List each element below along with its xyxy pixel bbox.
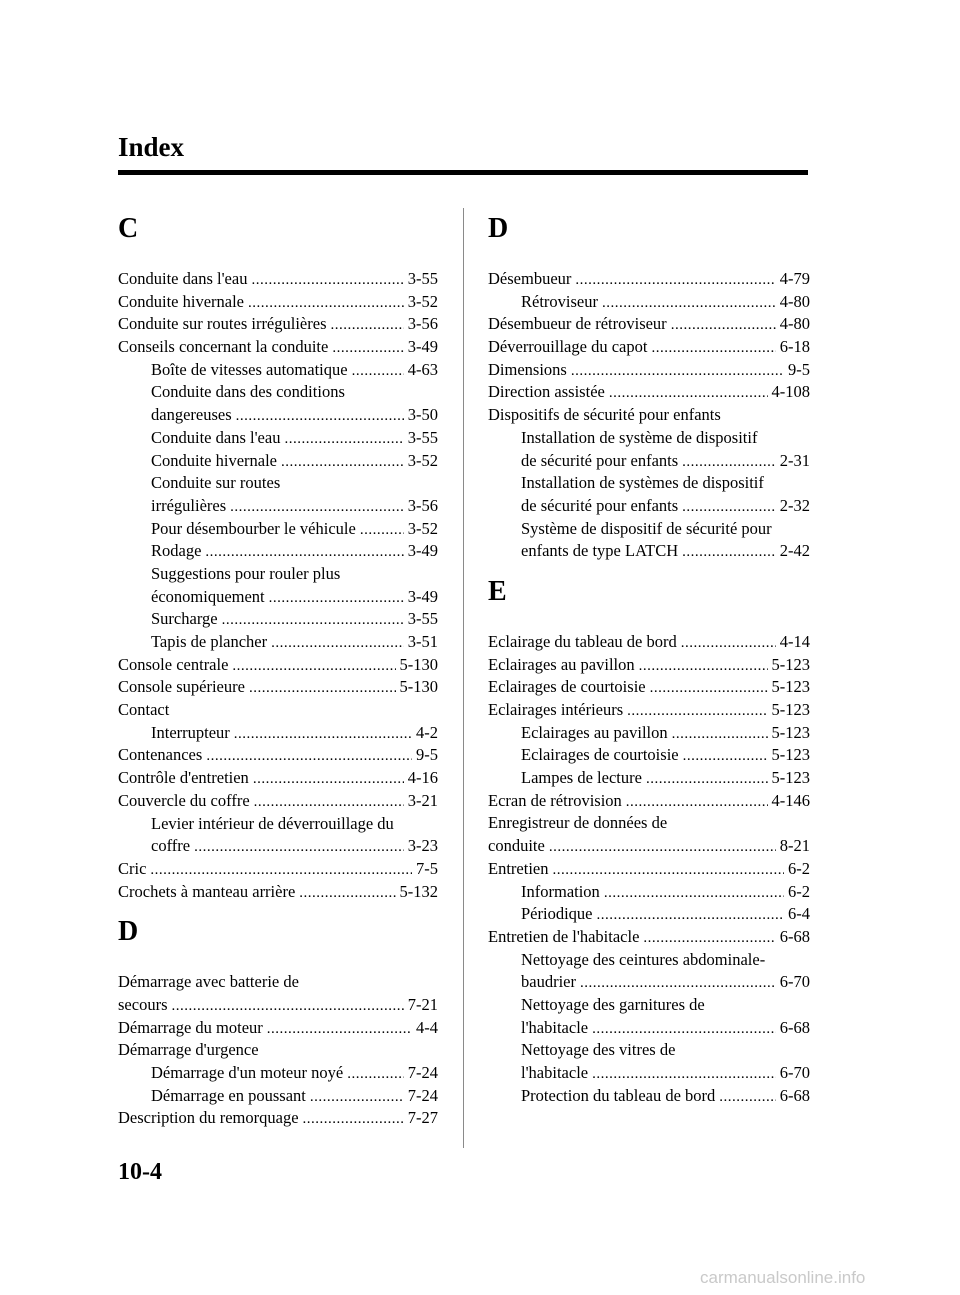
entry-page-ref: 6-70 bbox=[779, 1063, 810, 1082]
dot-leader bbox=[332, 337, 403, 359]
entry-page-ref: 2-31 bbox=[779, 450, 810, 470]
index-entry bbox=[488, 381, 810, 404]
entry-text: Couvercle du coffre bbox=[118, 790, 250, 810]
index-entry bbox=[118, 676, 438, 699]
dot-leader bbox=[682, 541, 776, 563]
dot-leader bbox=[609, 382, 768, 404]
index-entry bbox=[488, 654, 810, 677]
index-subentry bbox=[488, 291, 810, 314]
entry-page-ref: 4-79 bbox=[779, 269, 810, 288]
entry-page-ref: 5-123 bbox=[771, 677, 810, 697]
entry-text: conduite bbox=[488, 836, 545, 856]
index-entry bbox=[118, 336, 438, 359]
index-subentry bbox=[118, 586, 438, 609]
entry-page-ref: 6-68 bbox=[779, 1017, 810, 1037]
dot-leader bbox=[281, 451, 404, 473]
entry-page-ref: 6-2 bbox=[788, 881, 810, 901]
entry-page-ref: 3-52 bbox=[407, 518, 438, 538]
dot-leader bbox=[254, 791, 404, 813]
index-subentry bbox=[118, 540, 438, 563]
entry-text: Désembueur bbox=[488, 269, 572, 288]
dot-leader bbox=[597, 904, 785, 926]
entry-text: Ecran de rétrovision bbox=[488, 790, 622, 810]
dot-leader bbox=[253, 768, 404, 790]
index-entry bbox=[118, 744, 438, 767]
entry-page-ref: 3-52 bbox=[407, 450, 438, 470]
entry-text: Entretien bbox=[488, 858, 549, 878]
dot-leader bbox=[234, 723, 412, 745]
index-section bbox=[118, 212, 438, 903]
index-entry bbox=[118, 767, 438, 790]
entry-text: Conduite dans l'eau bbox=[118, 269, 248, 288]
index-entries bbox=[488, 268, 810, 563]
index-entry bbox=[488, 336, 810, 359]
dot-leader bbox=[347, 1063, 404, 1085]
index-subentry bbox=[118, 472, 438, 495]
section-letter: C bbox=[118, 213, 139, 244]
entry-text: Démarrage en poussant bbox=[151, 1085, 306, 1105]
entry-text: Crochets à manteau arrière bbox=[118, 881, 296, 901]
entry-page-ref: 7-21 bbox=[407, 994, 438, 1014]
entry-page-ref: 3-55 bbox=[407, 609, 438, 629]
entry-text: Cric bbox=[118, 858, 147, 878]
index-subentry bbox=[488, 722, 810, 745]
entry-text: Eclairage du tableau de bord bbox=[488, 631, 677, 651]
index-section bbox=[118, 915, 438, 1130]
index-entry bbox=[118, 790, 438, 813]
entry-text: Console centrale bbox=[118, 654, 229, 674]
entry-text: Suggestions pour rouler plus bbox=[151, 563, 341, 583]
index-subentry bbox=[118, 381, 438, 404]
entry-text: Dimensions bbox=[488, 359, 567, 379]
dot-leader bbox=[222, 609, 404, 631]
entry-page-ref: 6-70 bbox=[779, 972, 810, 992]
index-subentry bbox=[118, 495, 438, 518]
entry-page-ref: 8-21 bbox=[779, 836, 810, 856]
index-entry bbox=[118, 699, 438, 722]
entry-text: Conduite dans l'eau bbox=[151, 427, 281, 447]
dot-leader bbox=[719, 1086, 775, 1108]
index-subentry bbox=[118, 404, 438, 427]
entry-page-ref: 4-16 bbox=[407, 768, 438, 788]
entry-text: baudrier bbox=[521, 972, 576, 992]
entry-text: Démarrage du moteur bbox=[118, 1017, 263, 1037]
entry-page-ref: 4-14 bbox=[779, 631, 810, 651]
entry-page-ref: 9-5 bbox=[788, 359, 810, 379]
entry-text: Système de dispositif de sécurité pour bbox=[521, 518, 772, 538]
dot-leader bbox=[331, 314, 404, 336]
entry-text: Surcharge bbox=[151, 609, 218, 629]
entry-page-ref: 7-24 bbox=[407, 1085, 438, 1105]
index-subentry bbox=[118, 835, 438, 858]
index-entry bbox=[118, 858, 438, 881]
entry-text: Entretien de l'habitacle bbox=[488, 926, 640, 946]
entry-text: Eclairages de courtoisie bbox=[521, 745, 679, 765]
entry-page-ref: 6-18 bbox=[779, 337, 810, 357]
dot-leader bbox=[639, 655, 768, 677]
entry-page-ref: 3-52 bbox=[407, 291, 438, 311]
dot-leader bbox=[646, 768, 768, 790]
dot-leader bbox=[271, 632, 404, 654]
dot-leader bbox=[627, 700, 767, 722]
entry-text: Console supérieure bbox=[118, 677, 245, 697]
index-entry bbox=[488, 699, 810, 722]
entry-page-ref: 4-108 bbox=[771, 382, 810, 402]
entry-text: Installation de systèmes de dispositif bbox=[521, 473, 764, 493]
entry-page-ref: 3-55 bbox=[407, 427, 438, 447]
index-subentry bbox=[118, 631, 438, 654]
section-letter: D bbox=[118, 916, 139, 948]
index-subentry bbox=[118, 1085, 438, 1108]
dot-leader bbox=[682, 451, 776, 473]
entry-text: Conduite dans des conditions bbox=[151, 382, 345, 402]
entry-page-ref: 5-123 bbox=[771, 654, 810, 674]
entry-text: l'habitacle bbox=[521, 1063, 589, 1082]
entry-text: Contenances bbox=[118, 745, 203, 765]
entry-page-ref: 5-123 bbox=[771, 768, 810, 788]
index-subentry bbox=[488, 903, 810, 926]
entry-page-ref: 3-56 bbox=[407, 314, 438, 334]
entry-page-ref: 3-50 bbox=[407, 405, 438, 425]
entry-page-ref: 4-63 bbox=[407, 359, 438, 379]
entry-page-ref: 3-51 bbox=[407, 632, 438, 651]
dot-leader bbox=[580, 972, 776, 994]
entry-text: Levier intérieur de déverrouillage du bbox=[151, 813, 394, 833]
entry-text: Eclairages de courtoisie bbox=[488, 677, 646, 697]
entry-text: Nettoyage des vitres de bbox=[521, 1040, 676, 1060]
watermark-text: carmanualsonline.info bbox=[700, 1268, 866, 1287]
dot-leader bbox=[232, 655, 395, 677]
entry-page-ref: 3-23 bbox=[407, 836, 438, 856]
index-subentry bbox=[488, 1062, 810, 1085]
entry-page-ref: 5-123 bbox=[771, 700, 810, 719]
entry-page-ref: 5-130 bbox=[399, 677, 438, 697]
entry-page-ref: 6-4 bbox=[788, 904, 810, 924]
entry-text: Conduite hivernale bbox=[151, 450, 278, 470]
entry-page-ref: 9-5 bbox=[416, 745, 438, 765]
dot-leader bbox=[671, 314, 776, 336]
entry-page-ref: 3-21 bbox=[407, 790, 438, 810]
dot-leader bbox=[269, 587, 404, 609]
entry-page-ref: 4-80 bbox=[779, 314, 810, 334]
dot-leader bbox=[602, 292, 776, 314]
entry-text: Nettoyage des ceintures abdominale- bbox=[521, 949, 766, 969]
entry-text: Pour désembourber le véhicule bbox=[151, 518, 356, 538]
entry-page-ref: 3-56 bbox=[407, 495, 438, 515]
entry-page-ref: 6-68 bbox=[779, 1085, 810, 1105]
index-section bbox=[488, 575, 810, 1107]
index-subentry bbox=[488, 518, 810, 541]
index-subentry bbox=[488, 767, 810, 790]
entry-text: Nettoyage des garnitures de bbox=[521, 994, 705, 1014]
entry-text: de sécurité pour enfants bbox=[521, 450, 679, 470]
header-rule bbox=[118, 170, 808, 175]
index-column-right bbox=[488, 200, 810, 1107]
entry-page-ref: 2-42 bbox=[779, 541, 810, 561]
dot-leader bbox=[592, 1063, 776, 1085]
entry-page-ref: 2-32 bbox=[779, 495, 810, 515]
index-subentry bbox=[488, 881, 810, 904]
index-subentry bbox=[488, 1017, 810, 1040]
entry-page-ref: 4-146 bbox=[771, 790, 810, 810]
index-subentry bbox=[488, 495, 810, 518]
dot-leader bbox=[194, 836, 404, 858]
section-letter: E bbox=[488, 575, 507, 607]
index-subentry bbox=[488, 744, 810, 767]
entry-page-ref: 5-130 bbox=[399, 654, 438, 674]
dot-leader bbox=[575, 269, 775, 291]
index-entry bbox=[488, 676, 810, 699]
dot-leader bbox=[267, 1018, 412, 1040]
index-subentry bbox=[118, 427, 438, 450]
entry-page-ref: 7-24 bbox=[407, 1063, 438, 1082]
dot-leader bbox=[683, 745, 768, 767]
index-entry bbox=[488, 631, 810, 654]
entry-text: Rodage bbox=[151, 541, 202, 561]
index-subentry bbox=[488, 450, 810, 473]
entry-text: Direction assistée bbox=[488, 382, 605, 402]
index-entry bbox=[118, 971, 438, 994]
entry-text: Déverrouillage du capot bbox=[488, 337, 648, 357]
dot-leader bbox=[643, 927, 775, 949]
dot-leader bbox=[251, 269, 403, 291]
dot-leader bbox=[672, 723, 768, 745]
entry-page-ref: 7-27 bbox=[407, 1108, 438, 1128]
dot-leader bbox=[248, 292, 404, 314]
index-entry bbox=[488, 790, 810, 813]
entry-text: Conduite hivernale bbox=[118, 291, 245, 311]
entry-page-ref: 4-80 bbox=[779, 291, 810, 311]
index-entry bbox=[118, 881, 438, 904]
dot-leader bbox=[206, 745, 412, 767]
entry-text: Eclairages intérieurs bbox=[488, 700, 624, 719]
entry-page-ref: 7-5 bbox=[416, 858, 438, 878]
entry-text: Conduite sur routes irrégulières bbox=[118, 314, 327, 334]
index-entry bbox=[488, 359, 810, 382]
entry-text: de sécurité pour enfants bbox=[521, 495, 679, 515]
index-subentry bbox=[488, 540, 810, 563]
dot-leader bbox=[310, 1086, 404, 1108]
index-subentry bbox=[118, 450, 438, 473]
index-subentry bbox=[118, 518, 438, 541]
index-entry bbox=[118, 994, 438, 1017]
dot-leader bbox=[299, 882, 395, 904]
index-entry bbox=[488, 812, 810, 835]
index-subentry bbox=[488, 994, 810, 1017]
index-entry bbox=[488, 404, 810, 427]
entry-text: Lampes de lecture bbox=[521, 768, 642, 788]
entry-page-ref: 5-123 bbox=[771, 722, 810, 742]
dot-leader bbox=[205, 541, 403, 563]
page-number: 10-4 bbox=[118, 1159, 162, 1185]
entry-text: Démarrage d'urgence bbox=[118, 1040, 259, 1060]
dot-leader bbox=[303, 1108, 404, 1130]
dot-leader bbox=[571, 360, 784, 382]
index-subentry bbox=[118, 813, 438, 836]
entry-text: Interrupteur bbox=[151, 722, 230, 742]
index-subentry bbox=[488, 472, 810, 495]
index-entry bbox=[118, 1107, 438, 1130]
entry-text: secours bbox=[118, 994, 168, 1014]
index-entry bbox=[488, 313, 810, 336]
entry-text: Boîte de vitesses automatique bbox=[151, 359, 348, 379]
entry-text: Démarrage d'un moteur noyé bbox=[151, 1063, 344, 1082]
index-subentry bbox=[118, 359, 438, 382]
entry-page-ref: 5-123 bbox=[771, 745, 810, 765]
entry-text: Protection du tableau de bord bbox=[521, 1085, 716, 1105]
entry-text: Dispositifs de sécurité pour enfants bbox=[488, 405, 721, 425]
entry-text: enfants de type LATCH bbox=[521, 541, 679, 561]
dot-leader bbox=[681, 632, 776, 654]
entry-text: Installation de système de dispositif bbox=[521, 427, 758, 447]
dot-leader bbox=[249, 677, 396, 699]
dot-leader bbox=[682, 496, 776, 518]
dot-leader bbox=[552, 859, 784, 881]
entry-text: Enregistreur de données de bbox=[488, 813, 668, 833]
entry-text: irrégulières bbox=[151, 495, 227, 515]
index-subentry bbox=[118, 722, 438, 745]
entry-page-ref: 3-49 bbox=[407, 337, 438, 357]
entry-text: Description du remorquage bbox=[118, 1108, 299, 1128]
index-entry bbox=[118, 1017, 438, 1040]
dot-leader bbox=[284, 428, 403, 450]
index-subentry bbox=[488, 1039, 810, 1062]
entry-page-ref: 4-4 bbox=[416, 1017, 438, 1037]
entry-page-ref: 3-55 bbox=[407, 269, 438, 288]
dot-leader bbox=[352, 360, 404, 382]
index-subentry bbox=[488, 427, 810, 450]
dot-leader bbox=[651, 337, 775, 359]
index-entry bbox=[118, 654, 438, 677]
dot-leader bbox=[360, 519, 404, 541]
dot-leader bbox=[171, 995, 403, 1017]
index-subentry bbox=[118, 1062, 438, 1085]
page-title: Index bbox=[118, 132, 185, 162]
dot-leader bbox=[150, 859, 412, 881]
entry-page-ref: 6-68 bbox=[779, 926, 810, 946]
index-entry bbox=[488, 268, 810, 291]
index-entry bbox=[118, 268, 438, 291]
index-subentry bbox=[118, 608, 438, 631]
entry-text: Eclairages au pavillon bbox=[521, 722, 668, 742]
index-subentry bbox=[488, 971, 810, 994]
index-column-left bbox=[118, 200, 438, 1130]
index-subentry bbox=[488, 1085, 810, 1108]
entry-page-ref: 4-2 bbox=[416, 722, 438, 742]
entry-text: Information bbox=[521, 881, 600, 901]
entry-text: Eclairages au pavillon bbox=[488, 654, 635, 674]
dot-leader bbox=[230, 496, 404, 518]
dot-leader bbox=[626, 791, 768, 813]
entry-text: Tapis de plancher bbox=[151, 632, 268, 651]
entry-page-ref: 6-2 bbox=[788, 858, 810, 878]
entry-page-ref: 5-132 bbox=[399, 881, 438, 901]
entry-text: Contact bbox=[118, 700, 170, 720]
index-entry bbox=[488, 858, 810, 881]
dot-leader bbox=[592, 1018, 776, 1040]
dot-leader bbox=[236, 405, 404, 427]
entry-text: économiquement bbox=[151, 586, 265, 606]
entry-text: Démarrage avec batterie de bbox=[118, 972, 299, 992]
entry-page-ref: 3-49 bbox=[407, 586, 438, 606]
index-subentry bbox=[488, 949, 810, 972]
dot-leader bbox=[604, 882, 784, 904]
index-entries bbox=[118, 971, 438, 1130]
section-letter: D bbox=[488, 213, 509, 244]
dot-leader bbox=[650, 677, 768, 699]
index-entries bbox=[488, 631, 810, 1107]
index-entry bbox=[488, 835, 810, 858]
index-entry bbox=[488, 926, 810, 949]
entry-text: dangereuses bbox=[151, 405, 232, 425]
entry-text: Conduite sur routes bbox=[151, 473, 281, 493]
dot-leader bbox=[549, 836, 776, 858]
entry-text: Rétroviseur bbox=[521, 291, 598, 311]
index-entry bbox=[118, 1039, 438, 1062]
entry-text: Contrôle d'entretien bbox=[118, 768, 249, 788]
index-entry bbox=[118, 291, 438, 314]
index-entries bbox=[118, 268, 438, 903]
entry-text: coffre bbox=[151, 836, 191, 856]
entry-page-ref: 3-49 bbox=[407, 541, 438, 561]
entry-text: Désembueur de rétroviseur bbox=[488, 314, 667, 334]
column-divider bbox=[463, 208, 464, 1148]
entry-text: l'habitacle bbox=[521, 1017, 589, 1037]
index-entry bbox=[118, 313, 438, 336]
index-subentry bbox=[118, 563, 438, 586]
entry-text: Périodique bbox=[521, 904, 593, 924]
index-section bbox=[488, 212, 810, 563]
entry-text: Conseils concernant la conduite bbox=[118, 337, 329, 357]
